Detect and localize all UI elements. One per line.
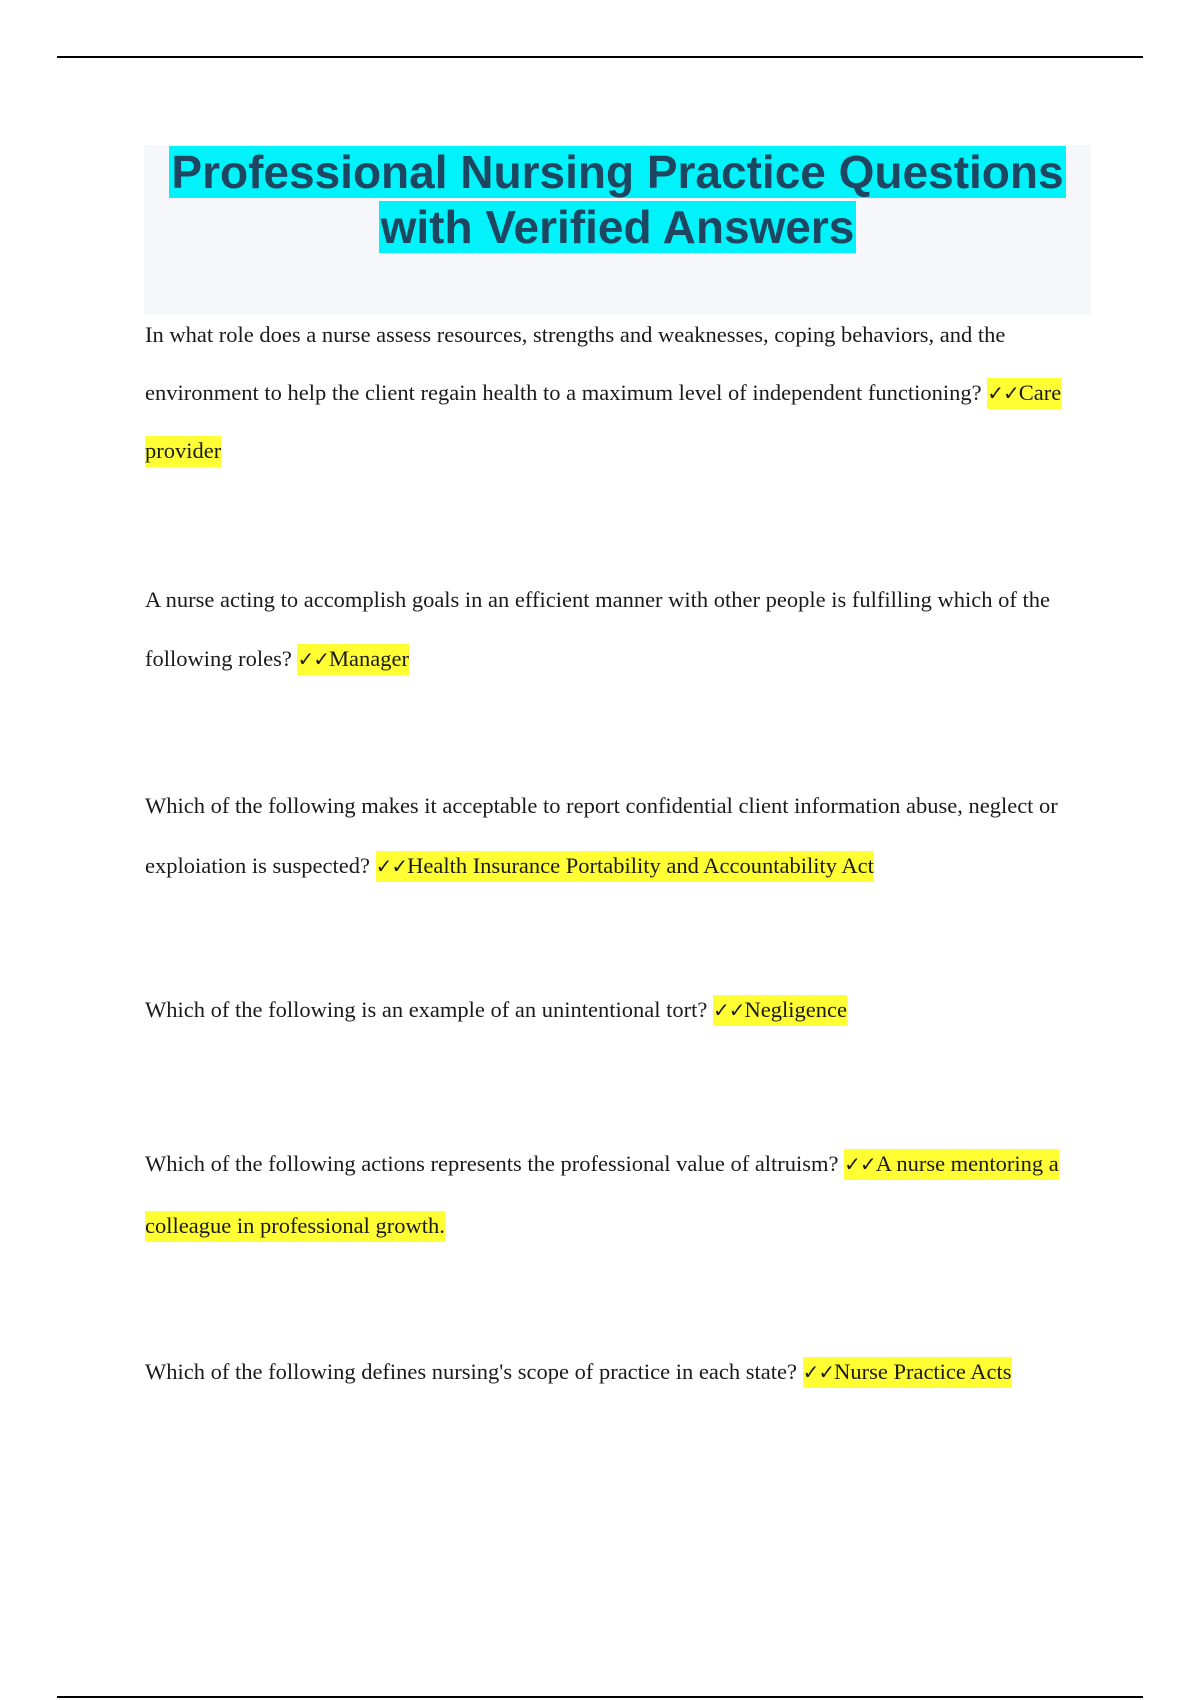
answer-text: Negligence	[744, 997, 847, 1022]
qa-item-5	[145, 1133, 1090, 1256]
answer-highlight	[376, 851, 874, 882]
check-icon: ✓✓	[375, 854, 408, 878]
question-text: A nurse acting to accomplish goals in an efficient manner with other people is fulfilling which of the following roles?	[145, 587, 1050, 671]
answer-highlight	[803, 1357, 1012, 1388]
check-icon: ✓✓	[802, 1360, 835, 1384]
question-text: Which of the following defines nursing's scope of practice in each state?	[145, 1359, 797, 1384]
answer-text: Health Insurance Portability and Accountability Act	[407, 853, 874, 878]
bottom-rule	[57, 1696, 1143, 1698]
qa-item-1	[145, 306, 1090, 480]
check-icon: ✓✓	[297, 647, 329, 671]
qa-item-2	[145, 570, 1090, 689]
check-icon: ✓✓	[987, 381, 1019, 405]
qa-item-3	[145, 776, 1090, 896]
qa-item-6	[145, 1348, 1090, 1396]
title-line-1: Professional Nursing Practice Questions	[171, 146, 1064, 198]
document-title	[144, 145, 1091, 255]
qa-item-4	[145, 986, 1090, 1034]
question-text: Which of the following actions represents the professional value of altruism?	[145, 1151, 839, 1176]
answer-text: Nurse Practice Acts	[834, 1359, 1012, 1384]
answer-text: A nurse mentoring a colleague in professional growth.	[145, 1151, 1059, 1238]
top-rule	[57, 56, 1143, 58]
title-block	[144, 145, 1091, 315]
answer-highlight	[713, 995, 847, 1026]
answer-highlight	[297, 644, 408, 675]
answer-text: Care provider	[145, 380, 1062, 463]
question-text: Which of the following is an example of an unintentional tort?	[145, 997, 708, 1022]
question-text: In what role does a nurse assess resources, strengths and weaknesses, coping behaviors, and the environment to help the client regain health to a maximum level of independent functioning?	[145, 322, 1006, 405]
check-icon: ✓✓	[844, 1152, 876, 1176]
check-icon: ✓✓	[712, 998, 745, 1022]
answer-text: Manager	[328, 646, 409, 671]
title-line-2: with Verified Answers	[380, 201, 855, 253]
question-text: Which of the following makes it acceptable to report confidential client information abuse, neglect or exploiation is suspected?	[145, 793, 1058, 878]
